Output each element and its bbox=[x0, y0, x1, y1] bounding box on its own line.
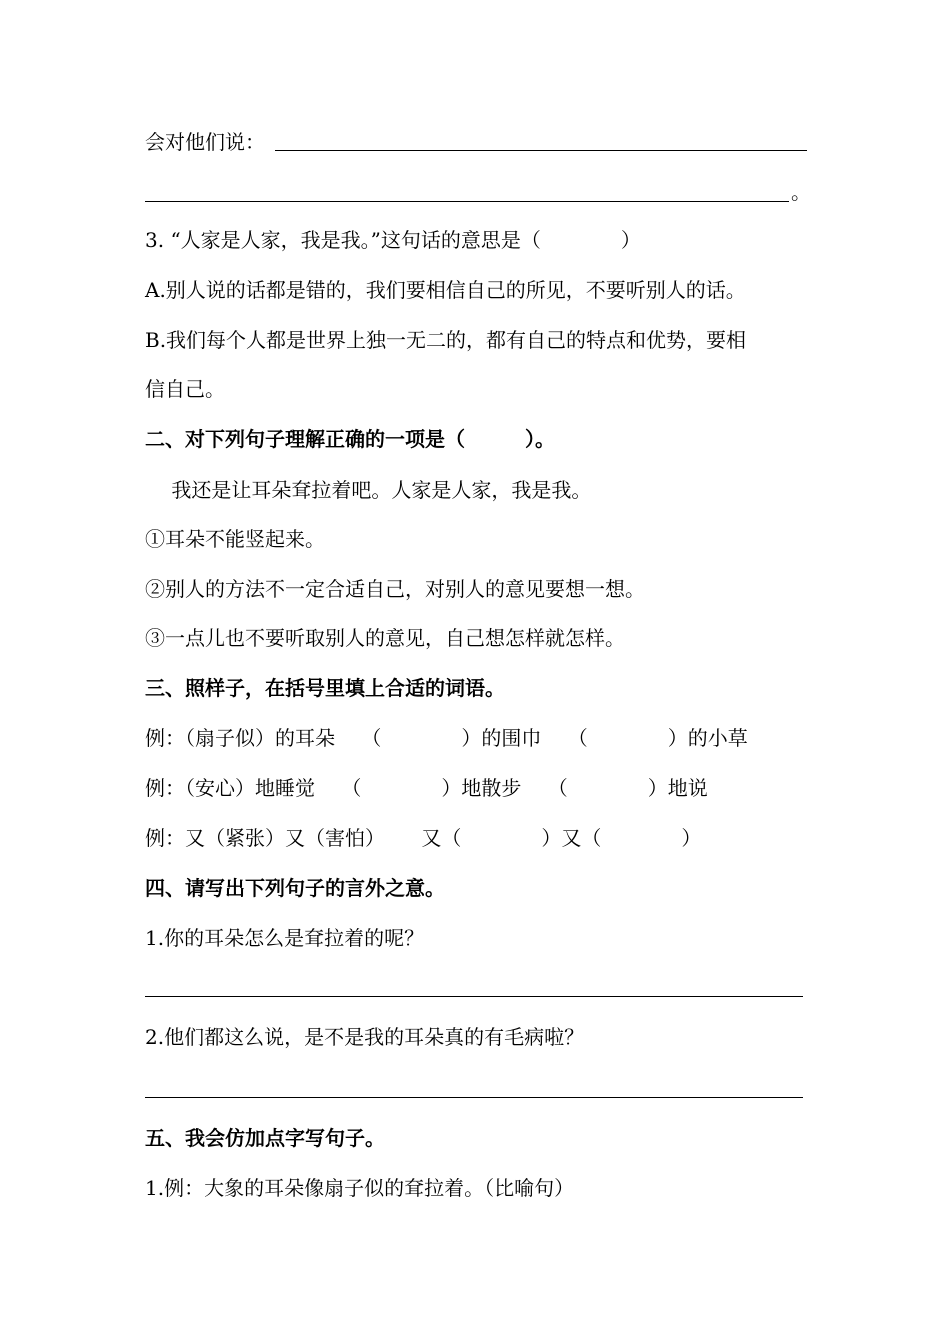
section5-q1: 1.例：大象的耳朵像扇子似的耷拉着。（比喻句） bbox=[145, 1176, 575, 1200]
section3-row-1: 例：（扇子似）的耳朵 （ ）的围巾 （ ）的小草 bbox=[145, 726, 748, 750]
answer-line[interactable] bbox=[145, 201, 789, 202]
section4-title: 四、请写出下列句子的言外之意。 bbox=[145, 876, 445, 900]
section3-row-3: 例：又（紧张）又（害怕） 又（ ）又（ ） bbox=[145, 826, 702, 850]
q3-stem: 3. “人家是人家，我是我。”这句话的意思是（ ） bbox=[145, 228, 641, 252]
section3-title: 三、照样子，在括号里填上合适的词语。 bbox=[145, 676, 505, 700]
answer-line[interactable] bbox=[145, 1097, 803, 1098]
q2-prefix: 会对他们说： bbox=[145, 130, 265, 154]
section2-option-1: ①耳朵不能竖起来。 bbox=[145, 527, 325, 551]
section2-title: 二、对下列句子理解正确的一项是（ ）。 bbox=[145, 427, 555, 451]
answer-line[interactable] bbox=[275, 150, 807, 151]
section3-row-2: 例：（安心）地睡觉 （ ）地散步 （ ）地说 bbox=[145, 776, 708, 800]
section2-option-3: ③一点儿也不要听取别人的意见，自己想怎样就怎样。 bbox=[145, 626, 625, 650]
q3-option-b-line1: B.我们每个人都是世界上独一无二的，都有自己的特点和优势，要相 bbox=[145, 328, 747, 352]
q3-option-b-line2: 信自己。 bbox=[145, 377, 225, 401]
section2-quote: 我还是让耳朵耷拉着吧。人家是人家，我是我。 bbox=[145, 478, 592, 502]
q3-option-a: A.别人说的话都是错的，我们要相信自己的所见，不要听别人的话。 bbox=[145, 278, 746, 302]
section5-title: 五、我会仿加点字写句子。 bbox=[145, 1126, 385, 1150]
section2-option-2: ②别人的方法不一定合适自己，对别人的意见要想一想。 bbox=[145, 577, 645, 601]
answer-line[interactable] bbox=[145, 996, 803, 997]
period-mark: 。 bbox=[791, 180, 811, 204]
section4-q2: 2.他们都这么说，是不是我的耳朵真的有毛病啦？ bbox=[145, 1025, 585, 1049]
section4-q1: 1.你的耳朵怎么是耷拉着的呢？ bbox=[145, 926, 425, 950]
